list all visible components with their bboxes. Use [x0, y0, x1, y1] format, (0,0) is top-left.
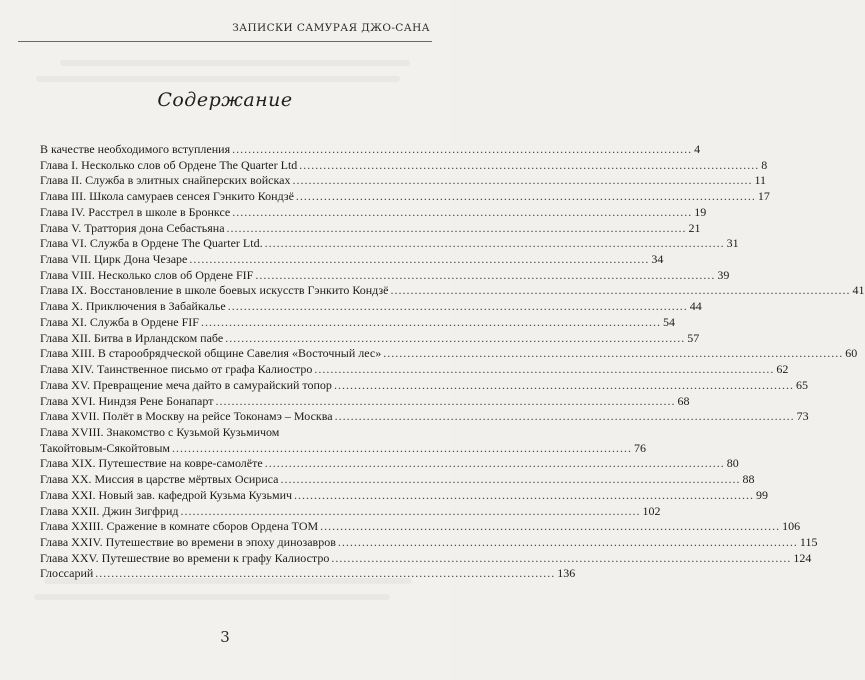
- toc-entry-page: 88: [742, 472, 755, 487]
- toc-leader-dots: [225, 331, 685, 347]
- toc-entry: [40, 189, 770, 205]
- toc-entry-page: 41: [852, 283, 865, 298]
- toc-entry-page: 62: [776, 362, 789, 377]
- toc-leader-dots: [391, 283, 851, 299]
- toc-entry-title: Глава VI. Служба в Ордене The Quarter Ltd.: [40, 236, 263, 251]
- toc-entry: [40, 487, 769, 504]
- toc-entry-page: 102: [642, 503, 661, 518]
- toc-entry-page: 73: [796, 409, 809, 424]
- toc-leader-dots: [334, 378, 794, 394]
- toc-entry-title: Глава XV. Превращение меча дайто в самурайский топор: [40, 377, 332, 392]
- bleed-through: [60, 60, 410, 66]
- toc-entry-page: 31: [726, 236, 739, 251]
- toc-entry: [40, 534, 818, 551]
- toc-entry-title: Глава XIX. Путешествие на ковре-самолёте: [40, 456, 263, 471]
- toc-entry: [40, 173, 767, 189]
- header-rule: [18, 41, 432, 42]
- toc-entry-title: Глава XII. Битва в Ирландском пабе: [40, 330, 224, 345]
- toc-entry: [40, 472, 755, 488]
- toc-entry-page: 76: [633, 440, 646, 455]
- toc-entry: [40, 314, 675, 331]
- bleed-through: [34, 594, 390, 600]
- bleed-through: [36, 76, 400, 82]
- toc-entry: [40, 440, 646, 457]
- toc-entry-title: В качестве необходимого вступления: [40, 142, 231, 156]
- toc-leader-dots: [228, 299, 688, 315]
- toc-entry-title: Глава XX. Миссия в царстве мёртвых Осириса: [40, 472, 279, 487]
- toc-leader-dots: [227, 221, 687, 237]
- toc-entry-page: 54: [662, 314, 675, 329]
- toc-entry-title: Глава XXV. Путешествие во времени к графу Калиостро: [40, 550, 330, 565]
- toc-entry: [40, 409, 809, 425]
- toc-leader-dots: [338, 535, 798, 551]
- toc-leader-dots: [331, 551, 791, 567]
- toc-entry-title: Глава XXI. Новый зав. кафедрой Кузьма Кузьмич: [40, 487, 293, 502]
- contents-title: Содержание: [157, 89, 293, 111]
- toc-entry: [40, 330, 700, 347]
- toc-leader-dots: [181, 504, 641, 520]
- toc-entry-title: Глава IV. Расстрел в школе в Бронксе: [40, 204, 231, 219]
- toc-entry: [40, 204, 707, 221]
- toc-entry-title: Глава I. Несколько слов об Ордене The Quarter Ltd: [40, 157, 298, 172]
- toc-entry-page: 4: [694, 142, 701, 156]
- toc-entry: [40, 393, 690, 410]
- toc-entry-title: Глава XVI. Ниндзя Рене Бонапарт: [40, 393, 214, 408]
- toc-leader-dots: [335, 409, 795, 425]
- toc-entry-page: 68: [677, 393, 690, 408]
- toc-entry-page: 60: [845, 346, 858, 361]
- toc-entry-title: Глоссарий: [40, 566, 94, 581]
- running-head: ЗАПИСКИ САМУРАЯ ДЖО-САНА: [232, 22, 430, 34]
- toc-leader-dots: [265, 236, 725, 252]
- toc-entry-title: Глава XXIV. Путешествие во времени в эпоху динозавров: [40, 534, 336, 549]
- toc-entry: [40, 456, 739, 472]
- toc-leader-dots: [280, 472, 740, 488]
- toc-leader-dots: [292, 173, 752, 189]
- toc-leader-dots: [172, 441, 632, 457]
- table-of-contents: [40, 142, 865, 582]
- toc-entry: [40, 425, 408, 441]
- toc-entry-title: Глава V. Траттория дона Себастьяна: [40, 220, 225, 235]
- toc-entry: [40, 142, 701, 158]
- toc-entry-title: Глава VII. Цирк Дона Чезаре: [40, 252, 188, 267]
- toc-leader-dots: [255, 268, 715, 284]
- toc-entry-title: Глава XIII. В старообрядческой общине Савелия «Восточный лес»: [40, 346, 382, 361]
- toc-entry: [40, 550, 812, 567]
- toc-leader-dots: [201, 315, 661, 331]
- toc-entry-page: 39: [717, 267, 730, 282]
- toc-entry: [40, 283, 865, 299]
- toc-entry-page: 17: [757, 189, 770, 204]
- toc-leader-dots: [189, 252, 649, 268]
- toc-leader-dots: [232, 142, 692, 158]
- toc-entry: [40, 519, 801, 535]
- toc-entry-title: Глава XXIII. Сражение в комнате сборов Ордена ТОМ: [40, 519, 319, 534]
- toc-entry: [40, 299, 702, 315]
- toc-entry: [40, 503, 661, 520]
- toc-leader-dots: [314, 362, 774, 378]
- toc-entry-page: 8: [761, 157, 768, 172]
- toc-entry-title: Такойтовым-Сякойтовым: [40, 440, 170, 455]
- toc-entry-page: 124: [793, 550, 812, 565]
- toc-entry-page: 106: [782, 519, 801, 534]
- toc-entry: [40, 267, 730, 284]
- toc-entry: [40, 346, 858, 362]
- page-number: 3: [220, 628, 230, 646]
- toc-entry-page: 99: [756, 487, 769, 502]
- toc-entry: [40, 236, 739, 252]
- toc-entry: [40, 252, 664, 268]
- toc-entry-page: 21: [688, 220, 701, 235]
- toc-entry-title: Глава III. Школа самураев сенсея Гэнкито Кондзё: [40, 189, 294, 204]
- toc-entry-title: Глава VIII. Несколько слов об Ордене FIF: [40, 267, 254, 282]
- toc-entry: [40, 362, 789, 378]
- toc-entry-title: Глава XVII. Полёт в Москву на рейсе Токонамэ – Москва: [40, 409, 333, 424]
- toc-entry-page: 11: [754, 173, 767, 188]
- toc-entry-title: Глава XXII. Джин Зигфрид: [40, 503, 179, 518]
- toc-entry-page: 19: [694, 204, 707, 219]
- toc-leader-dots: [215, 394, 675, 410]
- toc-entry-title: Глава II. Служба в элитных снайперских войсках: [40, 173, 291, 188]
- toc-entry-page: 115: [799, 534, 818, 549]
- toc-entry-title: Глава X. Приключения в Забайкалье: [40, 299, 226, 314]
- toc-entry-page: 57: [687, 330, 700, 345]
- toc-entry-page: 34: [651, 252, 664, 267]
- toc-entry-page: 136: [557, 566, 576, 581]
- toc-entry: [40, 220, 701, 237]
- toc-entry: [40, 157, 768, 174]
- toc-leader-dots: [320, 519, 780, 535]
- toc-entry-page: 65: [795, 377, 808, 392]
- toc-leader-dots: [383, 346, 843, 362]
- toc-entry: [40, 566, 576, 582]
- toc-leader-dots: [232, 205, 692, 221]
- toc-entry-title: Глава XIV. Таинственное письмо от графа Калиостро: [40, 362, 313, 377]
- toc-entry-title: Глава XVIII. Знакомство с Кузьмой Кузьмичом: [40, 424, 280, 439]
- toc-entry-title: Глава XI. Служба в Ордене FIF: [40, 314, 199, 329]
- toc-leader-dots: [294, 488, 754, 504]
- toc-entry-page: 44: [689, 299, 702, 314]
- toc-leader-dots: [299, 158, 759, 174]
- toc-leader-dots: [296, 189, 756, 205]
- toc-leader-dots: [265, 456, 725, 472]
- toc-entry-page: 80: [726, 456, 739, 471]
- toc-entry: [40, 377, 808, 394]
- toc-leader-dots: [95, 566, 555, 582]
- toc-entry-title: Глава IX. Восстановление в школе боевых искусств Гэнкито Кондзё: [40, 283, 389, 298]
